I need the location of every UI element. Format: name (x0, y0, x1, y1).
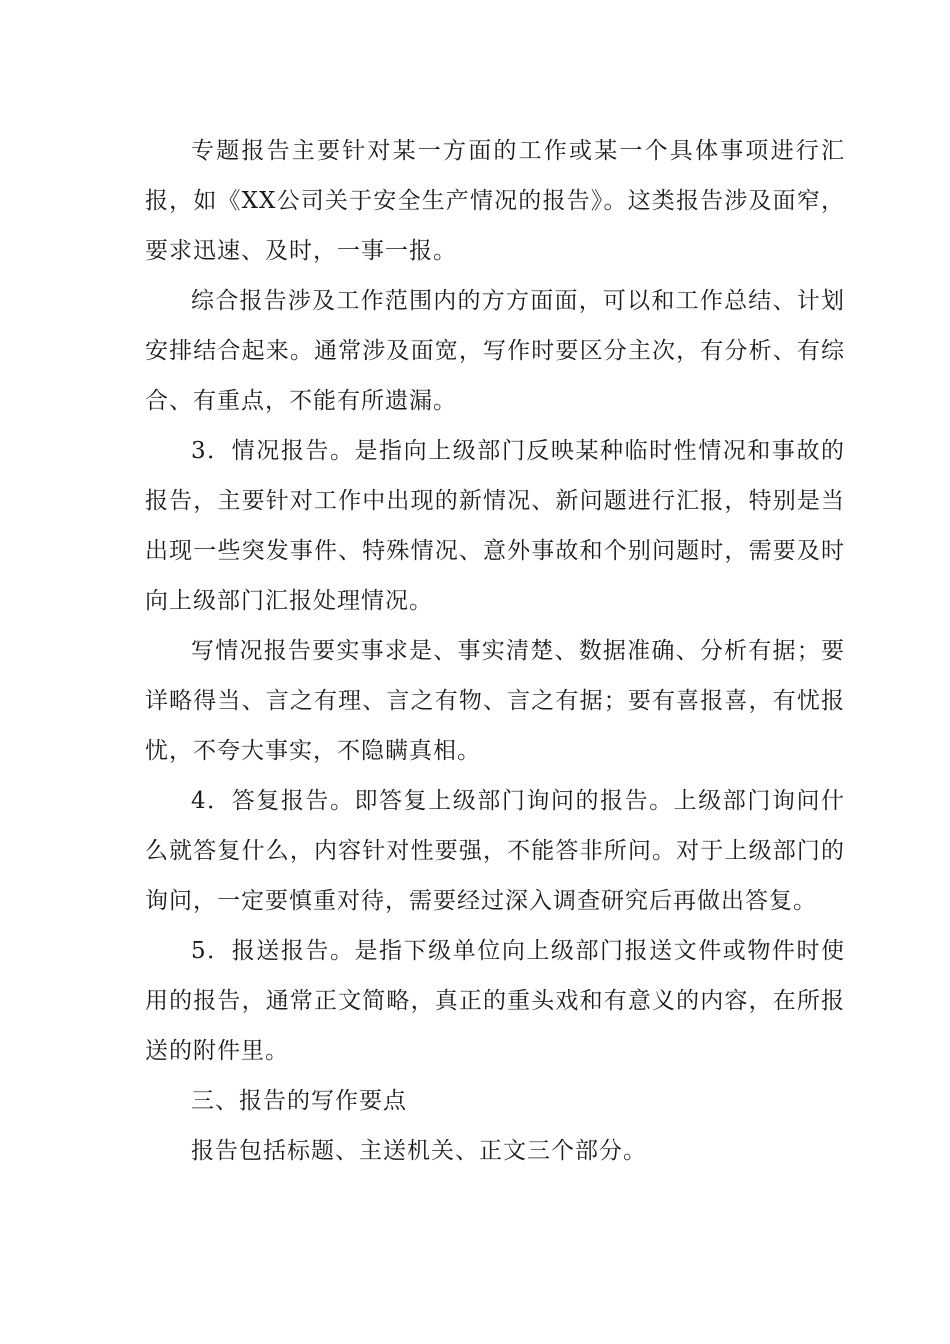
document-body (145, 126, 845, 1176)
paragraph-situation-report-writing: 写情况报告要实事求是、事实清楚、数据准确、分析有据；要详略得当、言之有理、言之有物、言之有据；要有喜报喜，有忧报忧，不夸大事实，不隐瞒真相。 (145, 638, 845, 764)
paragraph-special-report: 专题报告主要针对某一方面的工作或某一个具体事项进行汇报，如《XX公司关于安全生产情况的报告》。这类报告涉及面窄，要求迅速、及时，一事一报。 (145, 138, 845, 264)
paragraph-report-structure: 报告包括标题、主送机关、正文三个部分。 (191, 1138, 647, 1164)
paragraph-reply-report: 4．答复报告。即答复上级部门询问的报告。上级部门询问什么就答复什么，内容针对性要强，不能答非所问。对于上级部门的询问，一定要慎重对待，需要经过深入调查研究后再做出答复。 (145, 788, 845, 914)
paragraph-comprehensive-report: 综合报告涉及工作范围内的方方面面，可以和工作总结、计划安排结合起来。通常涉及面宽，写作时要区分主次，有分析、有综合、有重点，不能有所遗漏。 (145, 288, 845, 414)
paragraph-submission-report: 5．报送报告。是指下级单位向上级部门报送文件或物件时使用的报告，通常正文简略，真正的重头戏和有意义的内容，在所报送的附件里。 (145, 938, 845, 1064)
paragraph-situation-report: 3．情况报告。是指向上级部门反映某种临时性情况和事故的报告，主要针对工作中出现的新情况、新问题进行汇报，特别是当出现一些突发事件、特殊情况、意外事故和个别问题时，需要及时向上级部门汇报处理情况。 (145, 438, 845, 614)
section-heading-writing-points: 三、报告的写作要点 (191, 1088, 407, 1114)
